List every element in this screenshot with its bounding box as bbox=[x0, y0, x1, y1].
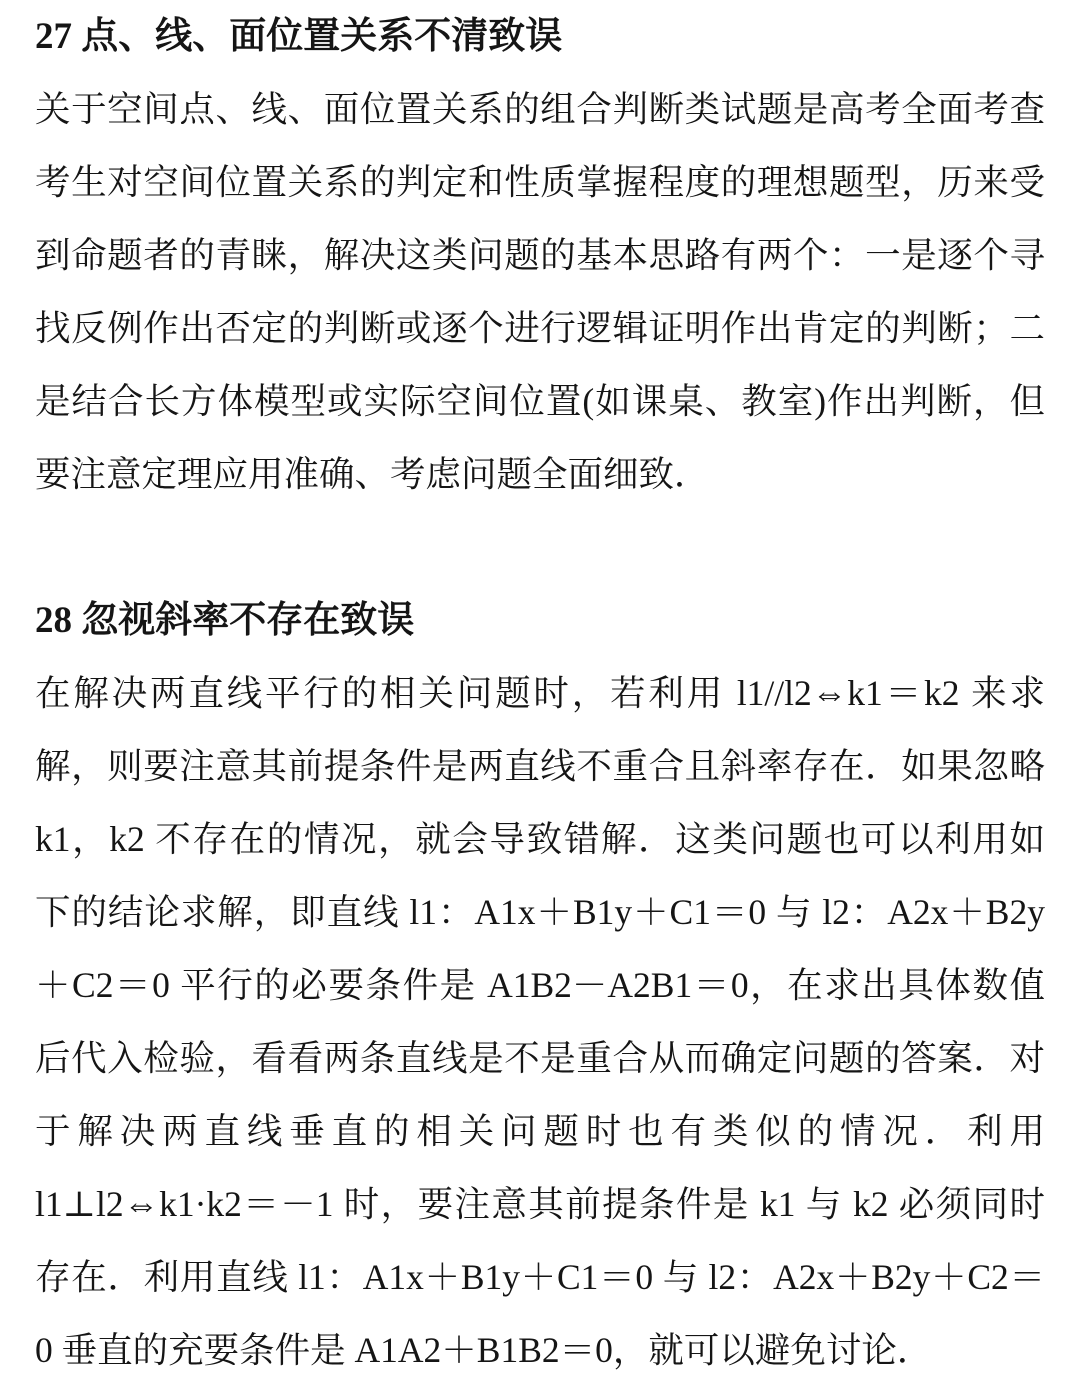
paragraph-line: l1⊥l2⇔k1·k2＝－1 时，要注意其前提条件是 k1 与 k2 必须同时 bbox=[35, 1184, 1045, 1224]
paragraph-line: 后代入检验，看看两条直线是不是重合从而确定问题的答案．对 bbox=[35, 1038, 1045, 1078]
paragraph-line: 下的结论求解，即直线 l1：A1x＋B1y＋C1＝0 与 l2：A2x＋B2y bbox=[35, 892, 1045, 932]
paragraph-line: 于解决两直线垂直的相关问题时也有类似的情况．利用 bbox=[35, 1111, 1045, 1151]
paragraph-line: 要注意定理应用准确、考虑问题全面细致． bbox=[35, 454, 710, 494]
paragraph-line: 是结合长方体模型或实际空间位置(如课桌、教室)作出判断，但 bbox=[35, 381, 1045, 421]
paragraph-line: 找反例作出否定的判断或逐个进行逻辑证明作出肯定的判断；二 bbox=[35, 308, 1045, 348]
paragraph-line: k1，k2 不存在的情况，就会导致错解．这类问题也可以利用如 bbox=[35, 819, 1045, 859]
section-gap bbox=[35, 511, 1045, 584]
section-heading-27: 27 点、线、面位置关系不清致误 bbox=[35, 16, 563, 57]
paragraph-line: 在解决两直线平行的相关问题时，若利用 l1//l2⇔k1＝k2 来求 bbox=[35, 673, 1045, 713]
paragraph-line: 到命题者的青睐，解决这类问题的基本思路有两个：一是逐个寻 bbox=[35, 235, 1045, 275]
paragraph-line: 关于空间点、线、面位置关系的组合判断类试题是高考全面考查 bbox=[35, 89, 1045, 129]
paragraph-line: 解，则要注意其前提条件是两直线不重合且斜率存在．如果忽略 bbox=[35, 746, 1045, 786]
paragraph-line: 考生对空间位置关系的判定和性质掌握程度的理想题型，历来受 bbox=[35, 162, 1045, 202]
paragraph-line: 存在．利用直线 l1：A1x＋B1y＋C1＝0 与 l2：A2x＋B2y＋C2＝ bbox=[35, 1257, 1045, 1297]
section-heading-28: 28 忽视斜率不存在致误 bbox=[35, 600, 415, 641]
paragraph-line: ＋C2＝0 平行的必要条件是 A1B2－A2B1＝0，在求出具体数值 bbox=[35, 965, 1045, 1005]
paragraph-line: 0 垂直的充要条件是 A1A2＋B1B2＝0，就可以避免讨论． bbox=[35, 1330, 933, 1370]
